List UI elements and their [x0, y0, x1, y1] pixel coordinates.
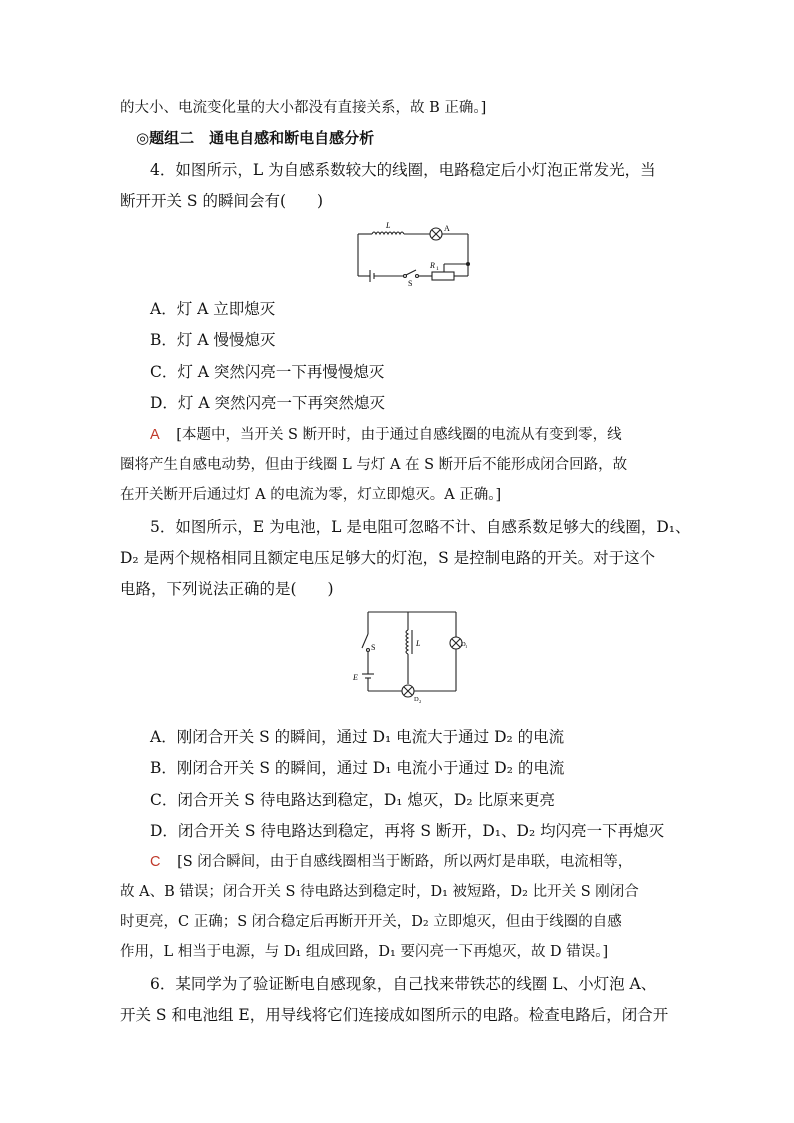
q5-stem-line1: 5．如图所示，E 为电池，L 是电阻可忽略不计、自感系数足够大的线圈，D₁、 [150, 518, 691, 536]
q4-option-d: D．灯 A 突然闪亮一下再突然熄灭 [150, 394, 385, 412]
q6-stem-line2: 开关 S 和电池组 E，用导线将它们连接成如图所示的电路。检查电路后，闭合开 [120, 1006, 669, 1024]
q5-option-c: C．闭合开关 S 待电路达到稳定，D₁ 熄灭，D₂ 比原来更亮 [150, 791, 555, 809]
lamp-d1-subscript: 1 [465, 644, 468, 649]
q4-stem-line2: 断开开关 S 的瞬间会有( ) [120, 192, 324, 210]
q4-option-a: A．灯 A 立即熄灭 [150, 300, 276, 318]
q4-circuit-diagram [350, 220, 480, 288]
q4-option-c: C．灯 A 突然闪亮一下再慢慢熄灭 [150, 363, 385, 381]
battery-label: E [353, 673, 358, 682]
q5-option-b: B．刚闭合开关 S 的瞬间，通过 D₁ 电流小于通过 D₂ 的电流 [150, 759, 565, 777]
q5-explanation-line1 [150, 851, 710, 873]
switch-icon [406, 270, 416, 275]
q5-answer-key: C [150, 854, 161, 870]
rheostat-label-subscript: 1 [436, 266, 439, 272]
rheostat-icon [432, 272, 454, 280]
q4-answer-key: A [150, 427, 160, 443]
lamp-d2-subscript: 2 [419, 699, 422, 704]
inductor-label: L [416, 639, 421, 648]
inductor-icon [372, 232, 404, 234]
lamp-d1-label: D [461, 641, 466, 648]
q5-explanation-line2: 故 A、B 错误；闭合开关 S 待电路达到稳定时，D₁ 被短路，D₂ 比开关 S 刚闭合 [120, 884, 639, 900]
q5-stem-line2: D₂ 是两个规格相同且额定电压足够大的灯泡，S 是控制电路的开关。对于这个 [120, 549, 656, 567]
q4-explanation-line3: 在开关断开后通过灯 A 的电流为零，灯立即熄灭。A 正确。] [120, 487, 502, 503]
q4-stem-line1: 4．如图所示，L 为自感系数较大的线圈，电路稳定后小灯泡正常发光，当 [150, 161, 656, 179]
q5-explanation-line4: 作用，L 相当于电源，与 D₁ 组成回路，D₁ 要闪亮一下再熄灭，故 D 错误。] [120, 944, 609, 960]
q4-explanation-text: [本题中，当开关 S 断开时，由于通过自感线圈的电流从有变到零，线 [176, 427, 622, 443]
q5-circuit-diagram [352, 606, 467, 706]
q4-option-b: B．灯 A 慢慢熄灭 [150, 331, 276, 349]
q5-option-a: A．刚闭合开关 S 的瞬间，通过 D₁ 电流大于通过 D₂ 的电流 [150, 728, 565, 746]
group2-heading: ◎题组二 通电自感和断电自感分析 [136, 129, 375, 147]
q5-option-d: D．闭合开关 S 待电路达到稳定，再将 S 断开，D₁、D₂ 均闪亮一下再熄灭 [150, 822, 665, 840]
q4-explanation-line1 [150, 424, 710, 446]
switch-label: S [408, 279, 413, 288]
inductor-icon [406, 630, 408, 654]
q6-stem-line1: 6．某同学为了验证断电自感现象，自己找来带铁芯的线圈 L、小灯泡 A、 [150, 975, 657, 993]
q5-explanation-line3: 时更亮，C 正确；S 闭合稳定后再断开开关，D₂ 立即熄灭，但由于线圈的自感 [120, 914, 622, 930]
q5-explanation-text: [S 闭合瞬间，由于自感线圈相当于断路，所以两灯是串联，电流相等， [177, 854, 633, 870]
lamp-d2-label: D [414, 696, 419, 703]
inductor-label: L [386, 221, 391, 230]
switch-label: S [371, 643, 376, 652]
previous-explanation-end: 的大小、电流变化量的大小都没有直接关系，故 B 正确。] [120, 100, 487, 116]
lamp-label: A [444, 224, 450, 233]
q4-explanation-line2: 圈将产生自感电动势，但由于线圈 L 与灯 A 在 S 断开后不能形成闭合回路，故 [120, 457, 628, 473]
q5-stem-line3: 电路，下列说法正确的是( ) [120, 580, 334, 598]
switch-icon [362, 634, 368, 648]
rheostat-label: R [430, 261, 435, 270]
